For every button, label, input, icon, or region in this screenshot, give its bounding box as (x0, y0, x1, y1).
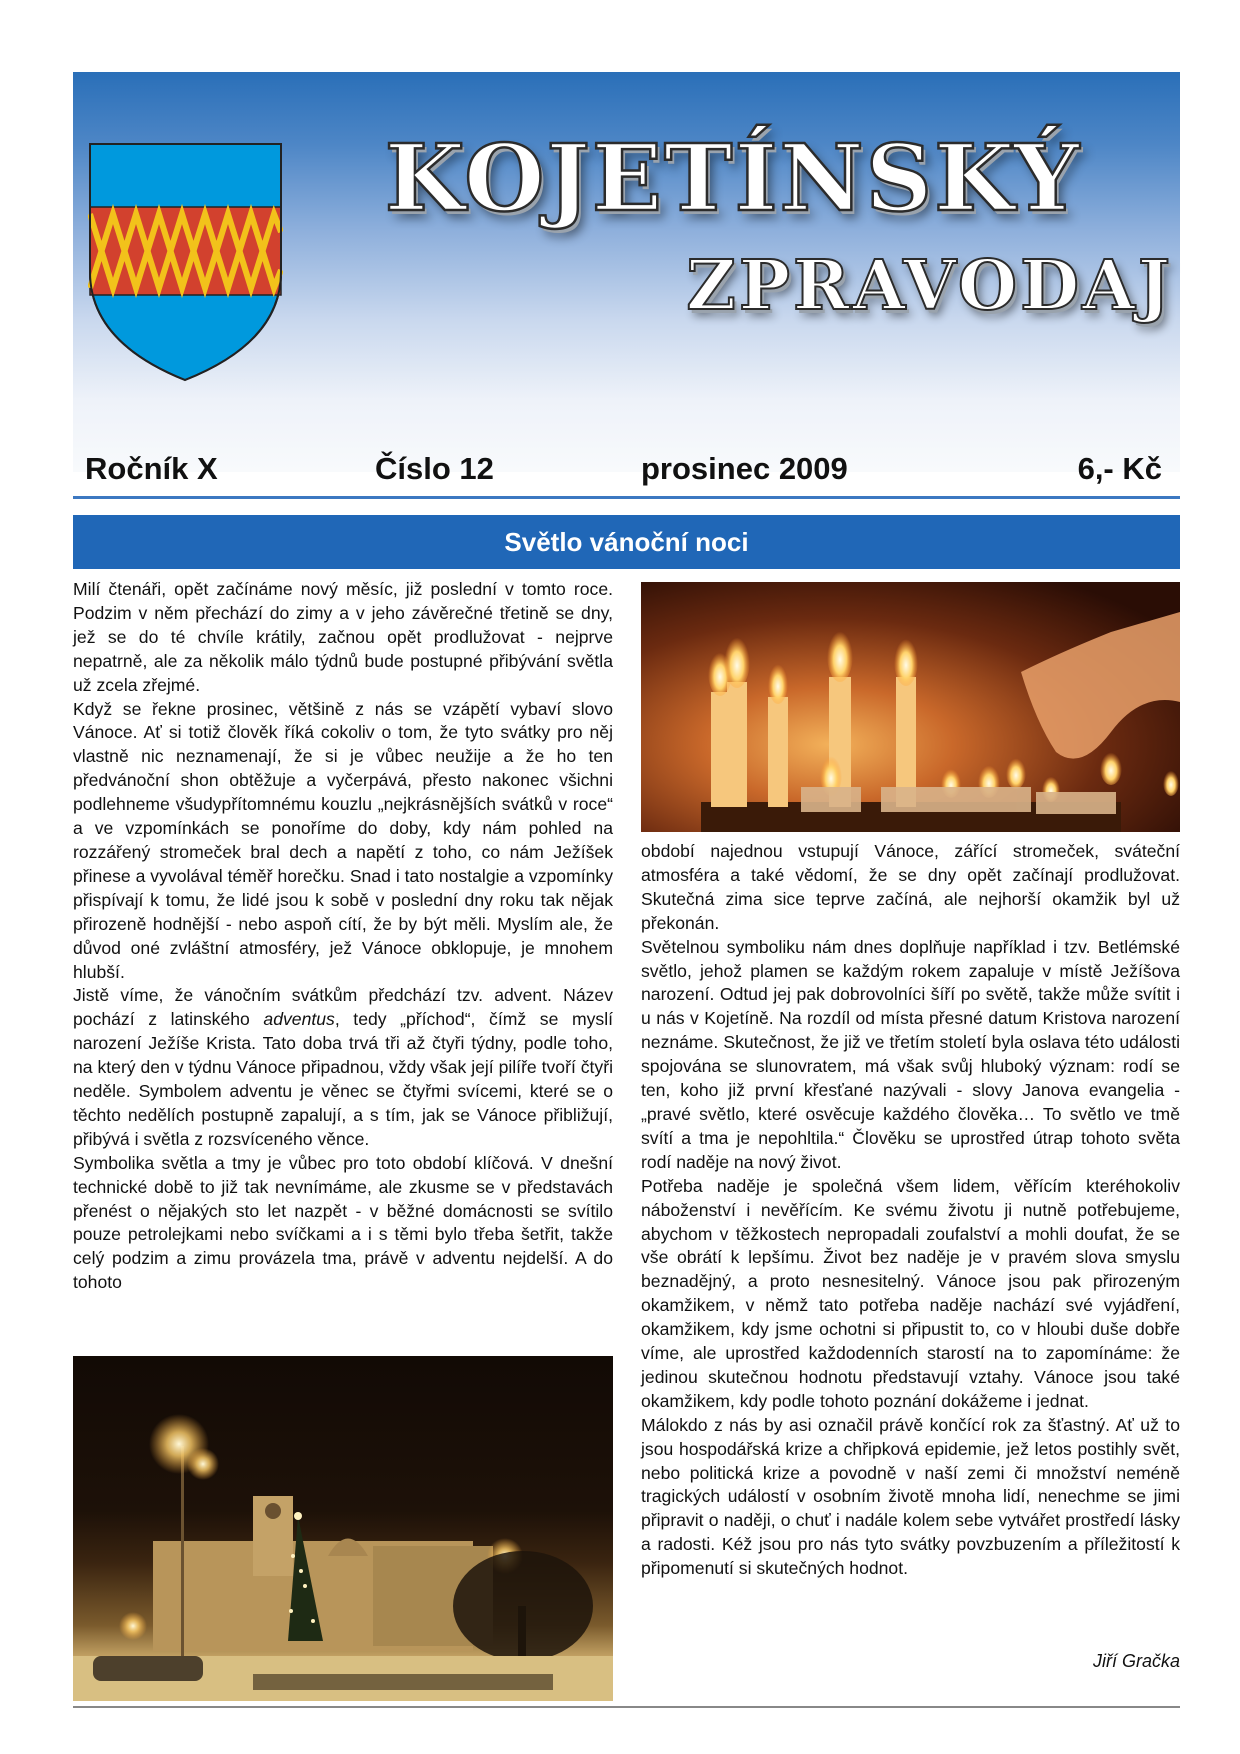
town-square-illustration (73, 1356, 613, 1701)
article-paragraph: Symbolika světla a tmy je vůbec pro toto období klíčová. V dnešní technické době to již tak nevnímáme, ale zkusme se v představách přenést o nějakých sto let nazpět - v běžné domácnosti se svítilo pouze petrolejkami nebo svíčkami a i s těmi bylo třeba šetřit, takže celý podzim a zimu provázela tma, právě v adventu nejdelší. A do tohoto (73, 1152, 613, 1293)
issue-info (73, 445, 1180, 495)
issue-volume: Ročník X (85, 451, 218, 486)
article-paragraph: Málokdo z nás by asi označil právě končící rok za šťastný. Ať už to jsou hospodářská krize a chřipková epidemie, jež letos postihly svět, nebo politická krize a povodně v naší zemi či množství neméně tragických událostí v osobním životě mnoha lidí, nenechme se jimi připravit o naději, o chuť i nadále kolem sebe vytvářet prostředí lásky a radosti. Kéž jsou pro nás tyto svátky povzbuzením a příležitostí k připomenutí si skutečných hodnot. (641, 1414, 1180, 1579)
article-paragraph: Milí čtenáři, opět začínáme nový měsíc, již poslední v tomto roce. Podzim v něm přechází do zimy a v jeho závěrečné třetině se dny, jež se do té chvíle krátily, začnou opět prodlužovat - nejprve nepatrně, ale za několik málo týdnů bude postupné přibývání světla už zcela zřejmé. (73, 579, 613, 695)
article-column-right (641, 840, 1180, 1581)
town-square-photo (73, 1356, 613, 1701)
footer-divider (73, 1706, 1180, 1708)
issue-number: Číslo 12 (375, 451, 494, 486)
header-divider (73, 496, 1180, 499)
issue-date: prosinec 2009 (641, 451, 848, 486)
article-paragraph: Když se řekne prosinec, většině z nás se vzápětí vybaví slovo Vánoce. Ať si totiž člověk říká cokoliv o tom, že tyto svátky pro něj vlastně nic neznamenají, že si je vůbec neužije a že ho ten předvánoční shon obtěžuje a vyčerpává, přesto nakonec všichni podlehneme všudypřítomnému kouzlu „nejkrásnějších svátků v roce“ a ve vzpomínkách se ponoříme do doby, kdy nám pohled na rozzářený stromeček bral dech a napětí z toho, co nám Ježíšek přinese a vyvolával téměř horečku. Snad i tato nostalgie a vzpomínky přispívají k tomu, že lidé jsou k sobě v poslední dny roku tak nějak přirozeně hodnější - nebo aspoň cítí, že by být měli. Myslím ale, že důvod oné zvláštní atmosféry, jež Vánoce obklopuje, je mnohem hlubší. (73, 698, 613, 982)
candles-illustration (641, 582, 1180, 832)
author-signature: Jiří Gračka (1092, 1651, 1180, 1671)
article-paragraph: období najednou vstupují Vánoce, zářící stromeček, sváteční atmosféra a také vědomí, že se dny opět začínají prodlužovat. Skutečná zima sice teprve začíná, ale nejhorší okamžik byl už překonán. (641, 841, 1180, 933)
masthead (73, 72, 1180, 472)
article-title: Světlo vánoční noci (73, 515, 1180, 569)
article-paragraph: Světelnou symboliku nám dnes doplňuje například i tzv. Betlémské světlo, jehož plamen se každým rokem zapaluje v místě Ježíšova narození. Odtud jej pak dobrovolníci šíří po světě, takže může svítit i u nás v Kojetíně. Na rozdíl od místa přesné datum Kristova narození neznáme. Skutečnost, že již ve třetím století byla oslava této události spojována se slunovratem, má však svůj hluboký význam: rodí se ten, koho již první křesťané nazývali - slovy Janova evangelia - „pravé světlo, které osvěcuje každého člověka… To světlo ve tmě svítí a tma je nepohltila.“ Člověku se uprostřed útrap tohoto světa rodí naděje na nový život. (641, 936, 1180, 1172)
article-paragraph: Jistě víme, že vánočním svátkům předchází tzv. advent. Název pochází z latinského adventus, tedy „příchod“, čímž se myslí narození Ježíše Krista. Tato doba trvá tři až čtyři týdny, podle toho, na který den v týdnu Vánoce připadnou, vždy však její pilíře tvoří čtyři neděle. Symbolem adventu je věnec se čtyřmi svícemi, které se o těchto nedělích postupně zapalují, a s tím, jak se Vánoce přibližují, přibývá i světla z rozsvíceného věnce. (73, 985, 613, 1149)
issue-price: 6,- Kč (1077, 451, 1162, 486)
latin-term: adventus (263, 1009, 335, 1030)
candles-photo (641, 582, 1180, 832)
newsletter-title: KOJETÍNSKÝ (384, 124, 1082, 232)
article-column-left (73, 578, 613, 1295)
coat-of-arms-icon (88, 142, 283, 382)
article-paragraph: Potřeba naděje je společná všem lidem, věřícím kteréhokoliv náboženství i nevěřícím. Ke svému životu ji nutně potřebujeme, abychom v těžkostech nepropadali zoufalství a mohli doufat, že se vše obrátí k lepšímu. Život bez naděje je v pravém slova smyslu beznadějný, a proto nesnesitelný. Vánoce jsou pak přirozeným okamžikem, v němž tato potřeba naděje nachází své vyjádření, okamžikem, kdy jsme ochotni si připustit to, co v hloubi duše dobře víme, ale uprostřed každodenních starostí na to zapomínáme: že jedinou skutečnou hodnotu představují vztahy. Vánoce jsou také okamžikem, kdy podle tohoto poznání dokážeme i jednat. (641, 1175, 1180, 1411)
newsletter-subtitle: ZPRAVODAJ (686, 246, 1173, 326)
